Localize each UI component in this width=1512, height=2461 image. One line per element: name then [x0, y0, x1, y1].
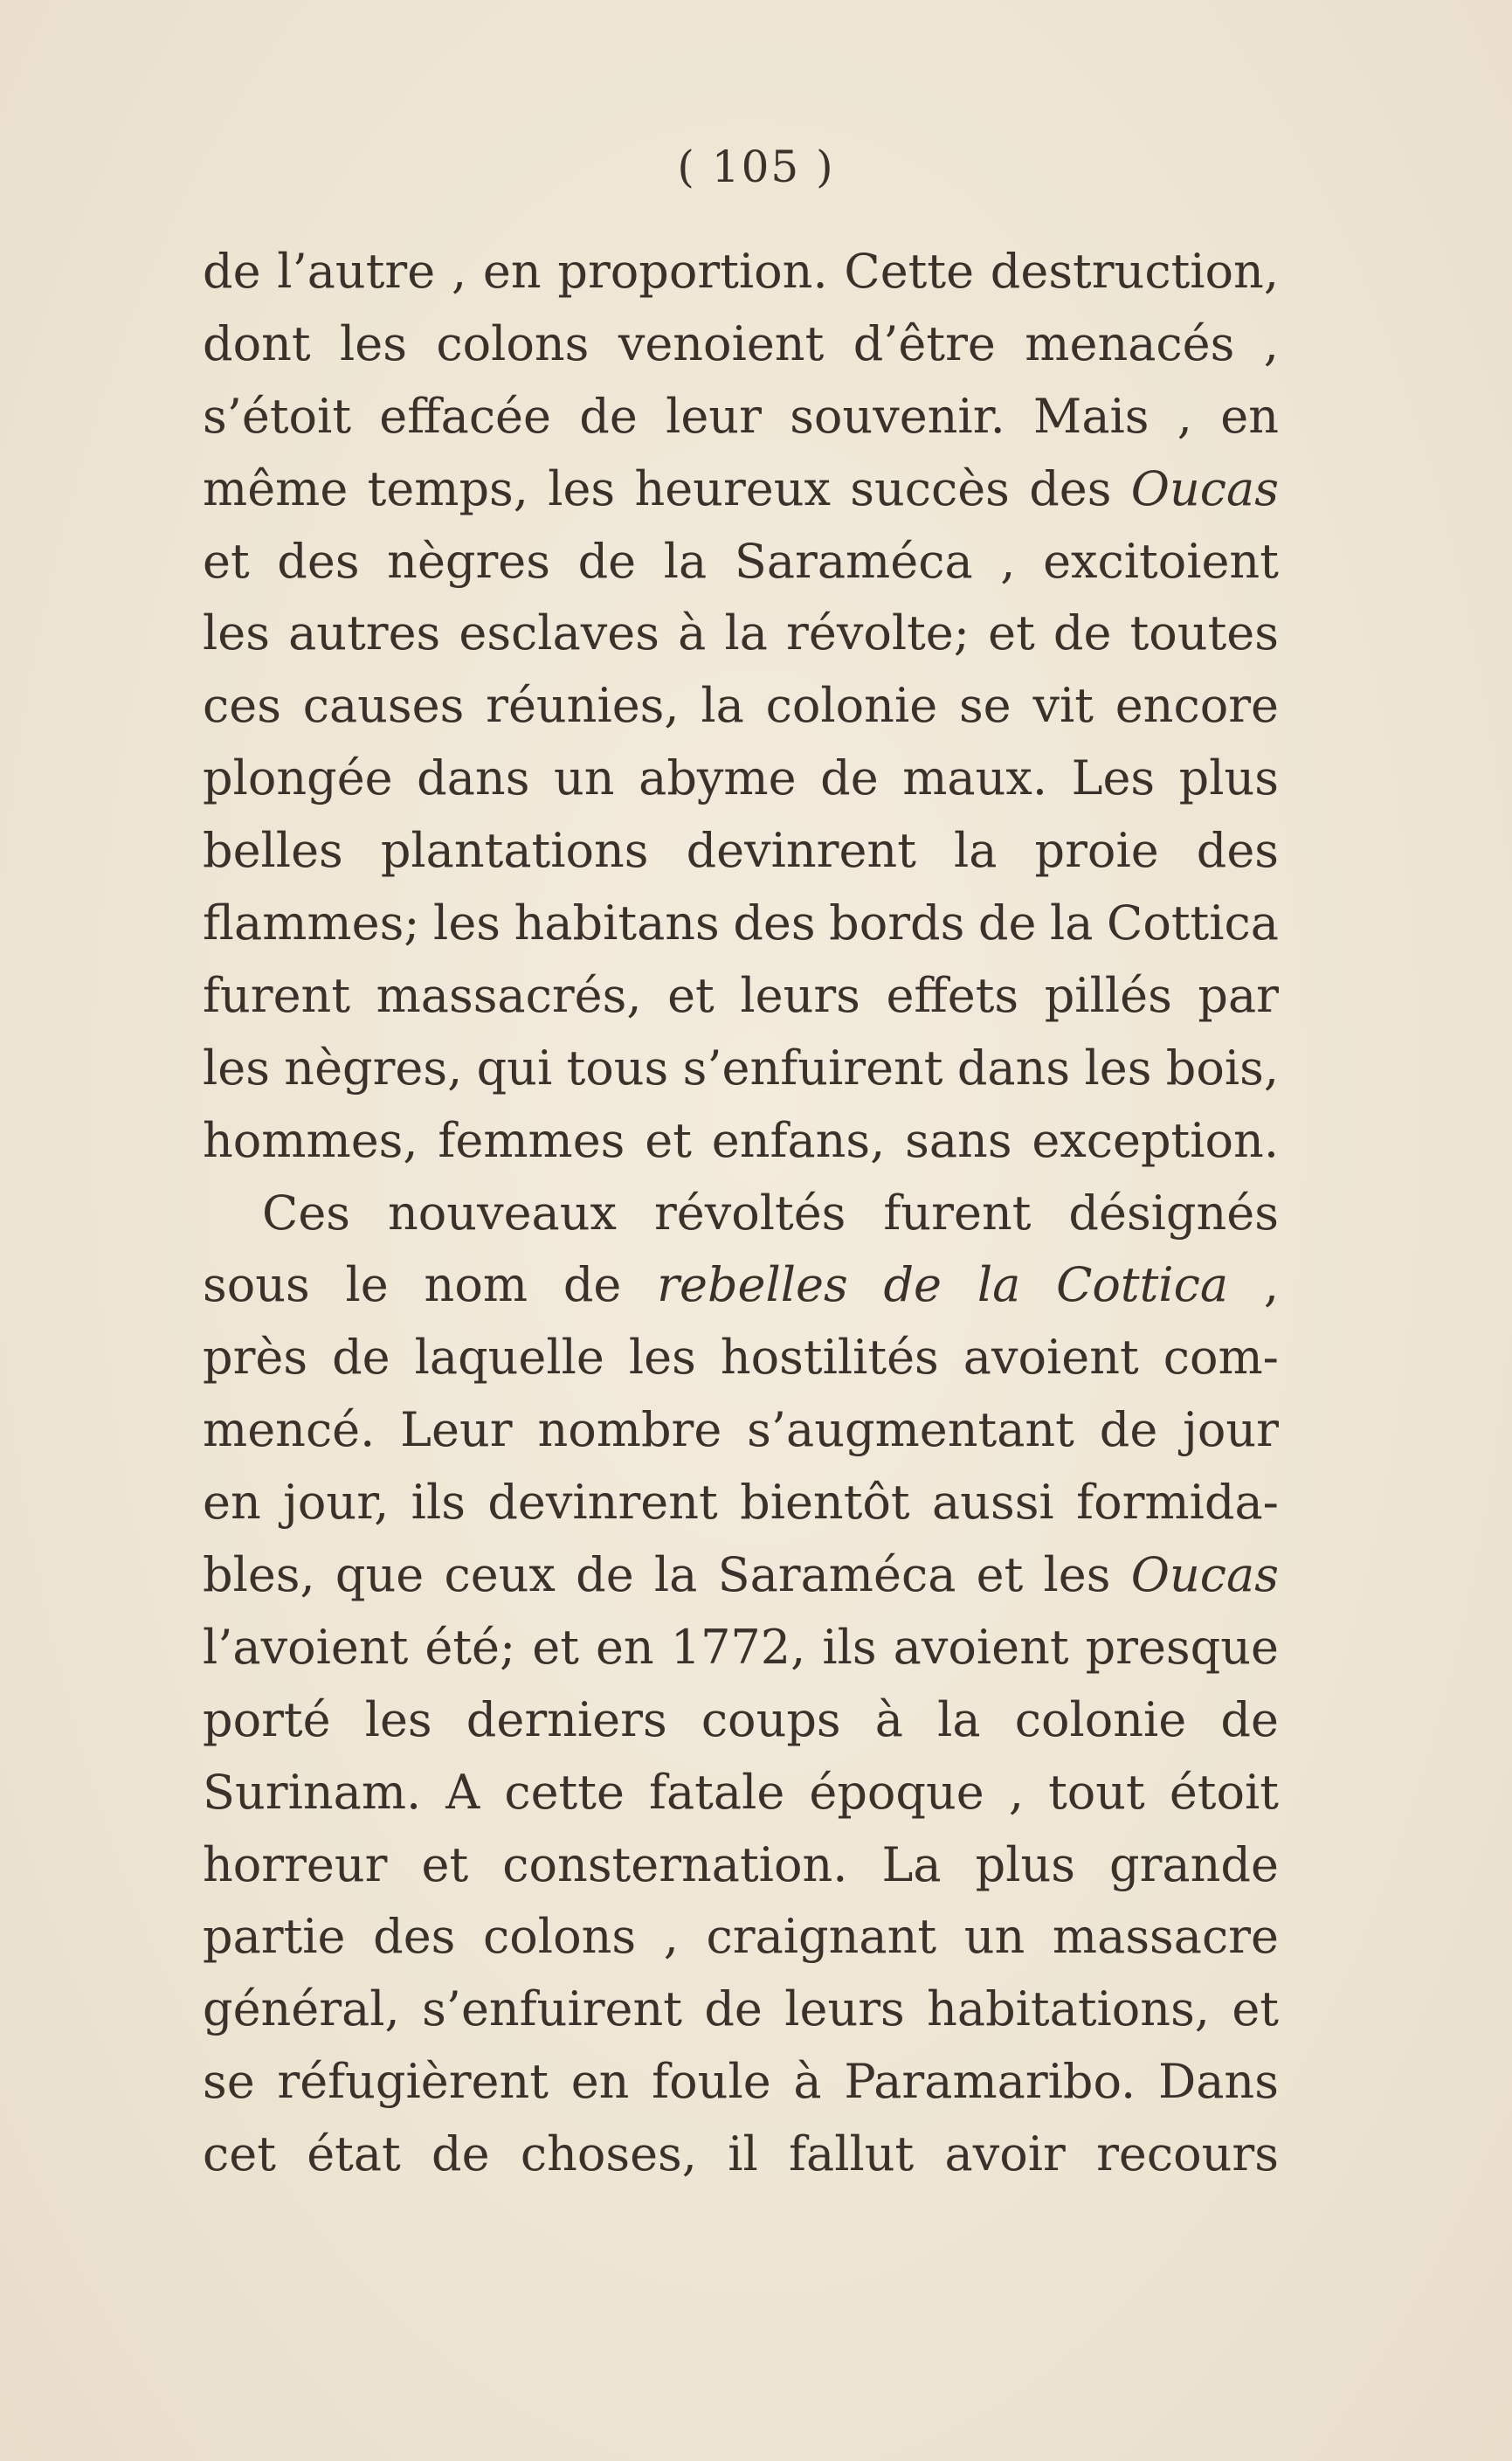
word: les — [628, 1330, 696, 1386]
text-line — [203, 1322, 1279, 1394]
word: colonie — [765, 678, 938, 734]
text-line — [203, 598, 1279, 670]
word: destruction, — [990, 244, 1279, 299]
word: un — [963, 1909, 1025, 1965]
word: nègres, — [284, 1040, 463, 1096]
word: dans — [417, 750, 530, 806]
word: à — [678, 605, 707, 661]
word: colons — [436, 315, 590, 371]
word: dont — [203, 315, 311, 371]
word: bientôt — [740, 1475, 910, 1531]
word: Paramaribo. — [844, 2054, 1136, 2110]
word: les — [203, 1040, 270, 1096]
word: habitations, — [927, 1981, 1210, 2037]
word: tout — [1048, 1764, 1145, 1820]
word: cet — [203, 2126, 276, 2182]
word: sans — [905, 1112, 1012, 1168]
word: un — [554, 750, 615, 806]
word: d’être — [853, 315, 996, 371]
word: esclaves — [459, 605, 659, 661]
text-line — [203, 743, 1279, 815]
word: de — [704, 1981, 763, 2037]
text-line — [203, 1757, 1279, 1829]
word: de — [576, 1547, 634, 1603]
word: plus — [975, 1836, 1075, 1892]
word: formida- — [1076, 1475, 1279, 1531]
word: plantations — [380, 823, 649, 879]
word: colons — [483, 1909, 637, 1965]
text-line — [203, 381, 1279, 453]
text-line — [203, 526, 1279, 598]
word: les — [203, 605, 270, 661]
word: Oucas — [1130, 460, 1279, 516]
word: hommes, — [203, 1112, 418, 1168]
word: proie — [1034, 823, 1159, 879]
word: belles — [203, 823, 343, 879]
word: sous — [203, 1257, 310, 1313]
word: , — [451, 244, 467, 299]
word: leurs — [784, 1981, 905, 2037]
word: des — [1196, 823, 1279, 879]
text-line — [203, 1105, 1279, 1178]
word: Les — [1071, 750, 1156, 806]
word: les — [1043, 1547, 1111, 1603]
word: s’étoit — [203, 388, 352, 444]
word: heureux — [634, 460, 831, 516]
page-number: ( 105 ) — [677, 142, 835, 192]
word: exception. — [1032, 1112, 1279, 1168]
word: colonie — [1014, 1691, 1187, 1747]
word: les — [433, 895, 501, 951]
word: leurs — [740, 967, 860, 1023]
word: la — [701, 678, 744, 734]
word: désignés — [1068, 1185, 1279, 1241]
word: mencé. — [203, 1402, 376, 1458]
word: de — [563, 1257, 622, 1313]
word: aussi — [932, 1475, 1054, 1531]
word: des — [277, 533, 360, 589]
word: les — [364, 1691, 432, 1747]
word: de — [579, 388, 638, 444]
word: qui — [476, 1040, 553, 1096]
word: plus — [1178, 750, 1279, 806]
word: et — [1232, 1981, 1279, 2037]
text-line — [203, 1178, 1279, 1250]
word: horreur — [203, 1836, 388, 1892]
word: toutes — [1129, 605, 1279, 661]
word: devinrent — [686, 823, 916, 879]
word: la — [1049, 895, 1094, 951]
text-line — [203, 2046, 1279, 2119]
word: Saraméca — [734, 533, 973, 589]
word: succès — [850, 460, 1010, 516]
word: ils — [411, 1475, 466, 1531]
word: révoltés — [653, 1185, 846, 1241]
word: avoient — [963, 1330, 1139, 1386]
word: presque — [1085, 1619, 1279, 1675]
word: recours — [1096, 2126, 1279, 2182]
word: enfans, — [711, 1112, 886, 1168]
word: les — [339, 315, 407, 371]
word: furent — [883, 1185, 1032, 1241]
text-line — [203, 1394, 1279, 1467]
word: des — [1029, 460, 1112, 516]
word: nom — [424, 1257, 528, 1313]
word: se — [958, 678, 1011, 734]
text-line — [203, 1033, 1279, 1105]
text-line — [203, 2119, 1279, 2191]
text-line — [203, 1829, 1279, 1902]
word: nouveaux — [388, 1185, 617, 1241]
word: de — [1053, 605, 1112, 661]
word: s’augmentant — [747, 1402, 1074, 1458]
word: de — [1099, 1402, 1158, 1458]
word: laquelle — [414, 1330, 604, 1386]
word: de — [332, 1330, 390, 1386]
word: partie — [203, 1909, 346, 1965]
word: bords — [829, 895, 965, 951]
text-line — [203, 888, 1279, 960]
word: Cette — [844, 244, 975, 299]
word: rebelles — [657, 1257, 848, 1313]
word: jour — [1183, 1402, 1279, 1458]
word: proportion. — [557, 244, 828, 299]
word: et — [645, 1112, 692, 1168]
word: près — [203, 1330, 308, 1386]
word: en — [570, 2054, 630, 2110]
word: pillés — [1044, 967, 1172, 1023]
word: des — [373, 1909, 456, 1965]
word: excitoient — [1043, 533, 1279, 589]
word: en — [482, 244, 542, 299]
word: leur — [666, 388, 762, 444]
text-line — [203, 1974, 1279, 2046]
word: de — [883, 1257, 942, 1313]
word: par — [1198, 967, 1279, 1023]
word: com- — [1163, 1330, 1279, 1386]
word: en — [203, 1475, 261, 1531]
word: tous — [566, 1040, 669, 1096]
word: vit — [1032, 678, 1094, 734]
word: maux. — [902, 750, 1048, 806]
word: Cottica — [1107, 895, 1279, 951]
word: Surinam. — [203, 1764, 422, 1820]
text-line — [203, 1249, 1279, 1322]
word: état — [307, 2126, 401, 2182]
word: réunies, — [486, 678, 680, 734]
word: hostilités — [720, 1330, 939, 1386]
word: de — [820, 750, 879, 806]
word: se — [203, 2054, 255, 2110]
word: ceux — [444, 1547, 556, 1603]
word: Cottica — [1056, 1257, 1229, 1313]
word: choses, — [520, 2126, 697, 2182]
word: s’enfuirent — [422, 1981, 682, 2037]
word: massacrés, — [376, 967, 642, 1023]
word: causes — [302, 678, 465, 734]
text-line — [203, 453, 1279, 526]
word: en — [595, 1619, 654, 1675]
word: coups — [701, 1691, 841, 1747]
text-line — [203, 236, 1279, 308]
word: dans — [956, 1040, 1071, 1096]
word: et — [203, 533, 250, 589]
word: nombre — [537, 1402, 722, 1458]
word: l’avoient — [203, 1619, 409, 1675]
word: révolte; — [786, 605, 970, 661]
word: les — [548, 460, 616, 516]
word: époque — [809, 1764, 984, 1820]
word: porté — [203, 1691, 331, 1747]
text-line — [203, 1901, 1279, 1974]
text-line — [203, 670, 1279, 743]
word: Saraméca — [717, 1547, 956, 1603]
word: à — [793, 2054, 822, 2110]
word: la — [977, 1257, 1021, 1313]
word: devinrent — [487, 1475, 718, 1531]
word: la — [937, 1691, 981, 1747]
word: et — [667, 967, 715, 1023]
text-line — [203, 1467, 1279, 1539]
word: la — [724, 605, 768, 661]
word: Leur — [400, 1402, 513, 1458]
word: , — [1263, 315, 1279, 371]
word: que — [335, 1547, 425, 1603]
word: effacée — [379, 388, 551, 444]
word: consternation. — [502, 1836, 848, 1892]
word: venoient — [618, 315, 825, 371]
word: la — [653, 1547, 698, 1603]
word: habitans — [514, 895, 720, 951]
word: et — [976, 1547, 1024, 1603]
word: nègres — [387, 533, 550, 589]
text-line — [203, 1612, 1279, 1684]
word: la — [663, 533, 708, 589]
word: cette — [504, 1764, 625, 1820]
word: l’autre — [277, 244, 436, 299]
word: même — [203, 460, 349, 516]
text-line — [203, 308, 1279, 381]
word: fatale — [649, 1764, 785, 1820]
word: , — [1263, 1257, 1279, 1313]
word: femmes — [438, 1112, 625, 1168]
word: Ces — [262, 1185, 350, 1241]
word: ils — [822, 1619, 877, 1675]
word: et — [988, 605, 1035, 661]
word: des — [733, 895, 816, 951]
word: réfugièrent — [277, 2054, 549, 2110]
word: Oucas — [1130, 1547, 1279, 1603]
word: plongée — [203, 750, 393, 806]
word: grande — [1109, 1836, 1279, 1892]
word: étoit — [1169, 1764, 1279, 1820]
word: furent — [203, 967, 351, 1023]
word: en — [1220, 388, 1279, 444]
word: souvenir. — [790, 388, 1005, 444]
word: de — [977, 895, 1037, 951]
word: et — [532, 1619, 579, 1675]
word: de — [203, 244, 261, 299]
word: à — [874, 1691, 903, 1747]
word: , — [1008, 1764, 1024, 1820]
word: la — [954, 823, 998, 879]
word: s’enfuirent — [682, 1040, 943, 1096]
body-text — [203, 236, 1279, 2191]
text-line — [203, 1539, 1279, 1612]
word: de — [432, 2126, 490, 2182]
word: fallut — [789, 2126, 915, 2182]
word: bles, — [203, 1547, 315, 1603]
word: derniers — [466, 1691, 667, 1747]
word: flammes; — [203, 895, 420, 951]
word: général, — [203, 1981, 400, 2037]
word: menacés — [1025, 315, 1235, 371]
word: effets — [886, 967, 1019, 1023]
word: bois, — [1165, 1040, 1279, 1096]
word: Mais — [1033, 388, 1150, 444]
word: avoient — [893, 1619, 1069, 1675]
word: A — [445, 1764, 480, 1820]
text-line — [203, 1684, 1279, 1757]
word: les — [1084, 1040, 1152, 1096]
word: avoir — [944, 2126, 1066, 2182]
text-line — [203, 815, 1279, 888]
word: temps, — [367, 460, 528, 516]
word: abyme — [639, 750, 797, 806]
word: La — [881, 1836, 942, 1892]
word: ces — [203, 678, 281, 734]
word: de — [577, 533, 637, 589]
word: et — [421, 1836, 469, 1892]
word: foule — [652, 2054, 771, 2110]
word: le — [345, 1257, 389, 1313]
word: craignant — [706, 1909, 937, 1965]
word: massacre — [1052, 1909, 1279, 1965]
word: encore — [1115, 678, 1279, 734]
text-line — [203, 960, 1279, 1033]
word: il — [728, 2126, 758, 2182]
word: Dans — [1157, 2054, 1279, 2110]
word: été; — [425, 1619, 516, 1675]
word: 1772, — [670, 1619, 806, 1675]
word: , — [1177, 388, 1192, 444]
word: autres — [288, 605, 441, 661]
word: de — [1220, 1691, 1279, 1747]
word: jour, — [283, 1475, 390, 1531]
word: , — [663, 1909, 679, 1965]
word: , — [1000, 533, 1016, 589]
